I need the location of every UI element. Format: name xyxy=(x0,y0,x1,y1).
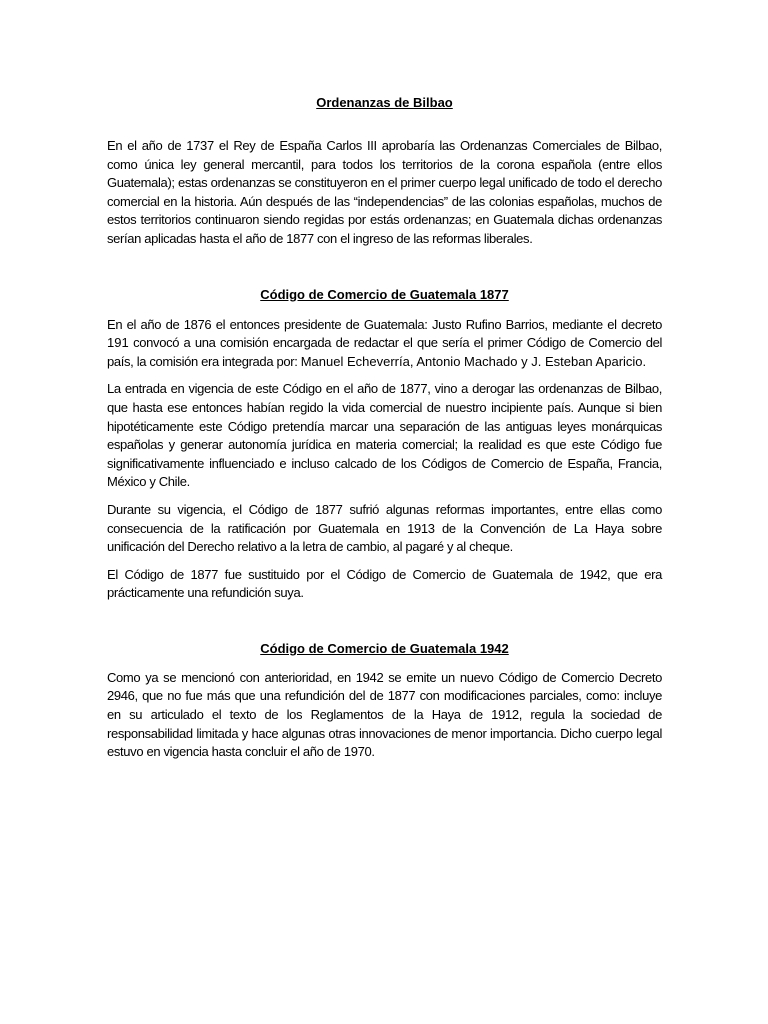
section-title-codigo-1942: Código de Comercio de Guatemala 1942 xyxy=(260,640,509,656)
paragraph-comision-1876 xyxy=(107,316,662,372)
text-run-comision-members: Manuel Echeverría, Antonio Machado y J. Esteban Aparicio. xyxy=(300,353,647,369)
text-run: convocó a una comisión encargada de redactar el que sería el primer Código de Comercio del país, la comisión era integrada por: xyxy=(107,335,662,369)
paragraph-reformas: Durante su vigencia, el Código de 1877 sufrió algunas reformas importantes, entre ellas como consecuencia de la ratificación por Guatemala en 1913 de la Convención de La Haya sobre unificación del Derecho relativo a la letra de cambio, al pagaré y al cheque. xyxy=(107,501,662,555)
text-run-decreto-number: 191 xyxy=(107,335,129,351)
paragraph-codigo-1942 xyxy=(107,669,662,762)
text-run: en 1942 se emite un nuevo Código de Comercio Decreto 2946, que no fue más que una refundición del de 1877 con modificaciones parciales xyxy=(107,669,662,704)
text-run: Como ya se mencionó con anterioridad, xyxy=(107,669,338,685)
section-title-ordenanzas: Ordenanzas de Bilbao xyxy=(316,95,453,110)
paragraph-entrada-vigencia: La entrada en vigencia de este Código en el año de 1877, vino a derogar las ordenanzas de Bilbao, que hasta ese entonces habían regido la vida comercial de nuestro incipiente país. Aunque si bien hipotéticamente este Código pretendía marcar una separación de las antiguas leyes monárquicas españolas y generar autonomía jurídica en materia comercial; la realidad es que este Código fue significativamente influenciado e incluso calcado de los Códigos de Comercio de España, Francia, México y Chile. xyxy=(107,381,662,490)
paragraph-sustitucion: El Código de 1877 fue sustituido por el Código de Comercio de Guatemala de 1942, que era prácticamente una refundición suya. xyxy=(107,566,662,601)
text-run: , como: incluye en su articulado el texto de los Reglamentos de la Haya de 1912, regula la sociedad de responsabilidad limitada y hace algunas otras innovaciones de menor importancia. Dicho cuerpo legal estuvo en vigencia hasta concluir el año de 1970. xyxy=(107,688,663,760)
section-title-codigo-1877: Código de Comercio de Guatemala 1877 xyxy=(260,286,509,302)
text-run: En el año de 1876 el entonces presidente de Guatemala: Justo Rufino Barrios, mediante el decreto xyxy=(107,316,662,332)
paragraph-ordenanzas: En el año de 1737 el Rey de España Carlos III aprobaría las Ordenanzas Comerciales de Bilbao, como única ley general mercantil, para todos los territorios de la corona española (entre ellos Guatemala); estas ordenanzas se constituyeron en el primer cuerpo legal unificado de todo el derecho comercial en la historia. Aún después de las “independencias” de las colonias españolas, muchos de estos territorios continuaron siendo regidas por estás ordenanzas; en Guatemala dichas ordenanzas serían aplicadas hasta el año de 1877 con el ingreso de las reformas liberales. xyxy=(107,138,662,246)
document-page xyxy=(107,84,662,762)
